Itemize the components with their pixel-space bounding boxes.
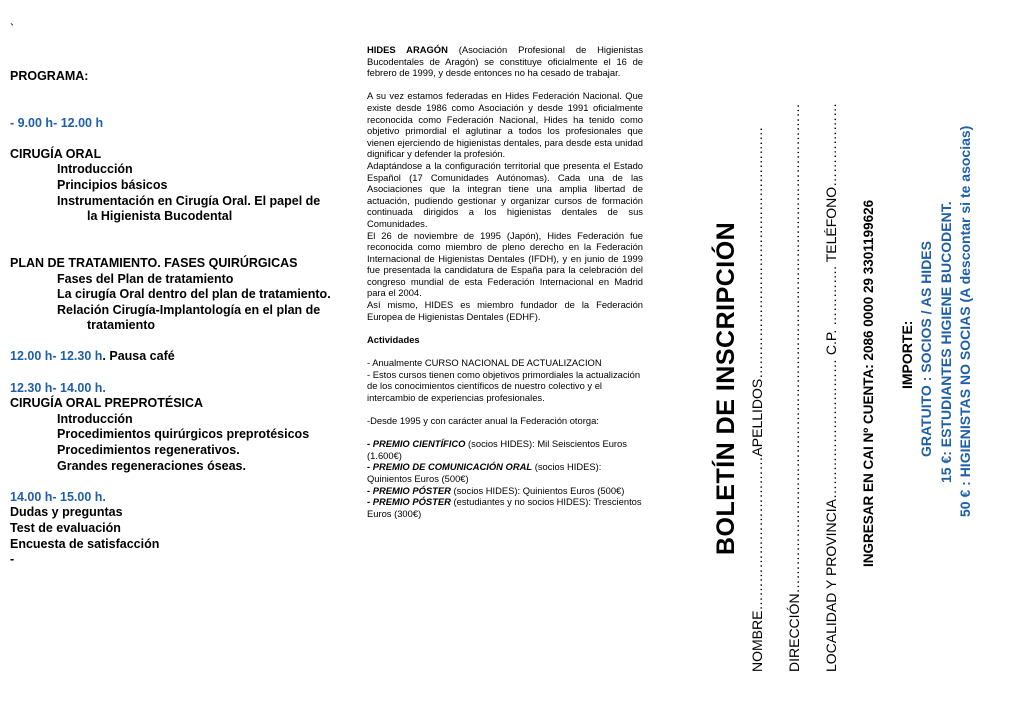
list-item: Dudas y preguntas (10, 505, 123, 520)
section-title-plan: PLAN DE TRATAMIENTO. FASES QUIRÚRGICAS (10, 255, 298, 270)
prize-detail: (socios HIDES): Quinientos Euros (500€) (367, 461, 602, 484)
section-title-cirugia-oral: CIRUGÍA ORAL (10, 146, 102, 161)
list-item: Instrumentación en Cirugía Oral. El papel de (57, 193, 321, 208)
time-slot-1: - 9.00 h- 12.00 h (10, 115, 104, 130)
time-slot-4: 14.00 h- 15.00 h. (10, 489, 106, 504)
org-name: HIDES ARAGÓN (367, 44, 448, 55)
ifdh-paragraph: El 26 de noviembre de 1995 (Japón), Hides Federación fue reconocida como miembro de pleno derecho en la Federación Internacional de Higienistas Dentales (IFDH), y en junio de 1999 fue presentada la candidatura de España para la celebración del congreso mundial de esta Federación Internacional en Madrid para el 2004. (367, 229, 643, 299)
prize-item (367, 485, 643, 497)
list-item: La cirugía Oral dentro del plan de tratamiento. (57, 287, 331, 302)
registration-form-title: BOLETÍN DE INSCRIPCIÓN (712, 221, 740, 555)
prize-name: - PREMIO PÓSTER (367, 496, 451, 508)
direccion-field[interactable]: DIRECCIÓN…………………………………………………………………………………………… (786, 103, 802, 672)
bank-account-line: INGRESAR EN CAI Nº CUENTA: 2086 0000 29 3301199626 (861, 199, 876, 567)
list-item: - (10, 552, 15, 567)
intro-paragraph (367, 44, 643, 79)
intro-text: (Asociación Profesional de Higienistas Bucodentales de Aragón) se constituye oficialmente el 16 de febrero de 1999, y desde entonces no ha cesado de trabajar. (367, 44, 644, 79)
prize-name: - PREMIO PÓSTER (367, 484, 451, 496)
activity-item: - Anualmente CURSO NACIONAL DE ACTUALIZACION (367, 357, 602, 369)
list-item: Procedimientos quirúrgicos preprotésicos (57, 427, 310, 442)
list-item: Principios básicos (57, 177, 168, 192)
list-item: Relación Cirugía-Implantología en el plan de (57, 302, 321, 317)
prize-name: - PREMIO DE COMUNICACIÓN ORAL (367, 461, 533, 473)
prize-item (367, 461, 643, 484)
list-item: Test de evaluación (10, 521, 121, 535)
importe-heading: IMPORTE: (899, 320, 915, 389)
prize-detail: (socios HIDES): Quinientos Euros (500€) (450, 484, 625, 496)
activities-title: Actividades (367, 333, 420, 345)
list-item-continued: tratamiento (87, 318, 156, 333)
localidad-provincia-field[interactable]: LOCALIDAD Y PROVINCIA………………………… C.P. …………. TELÉFONO……………… (823, 102, 839, 672)
list-item: Encuesta de satisfacción (10, 536, 160, 551)
activities-heading (367, 334, 643, 346)
time-slot-2 (10, 349, 350, 365)
association-info-column (367, 44, 643, 519)
awards-intro: -Desde 1995 y con carácter anual la Federación otorga: (367, 415, 599, 426)
list-item-continued: la Higienista Bucodental (87, 209, 233, 224)
prize-item (367, 438, 643, 461)
activity-item: - Estos cursos tienen como objetivos primordiales la actualización de los conocimientos científicos de nuestro colectivo y el intercambio de experiencias profesionales. (367, 368, 641, 403)
prize-detail: (socios HIDES): Mil Seiscientos Euros (1.600€) (367, 438, 627, 461)
stray-mark: ` (10, 22, 15, 36)
list-item: Grandes regeneraciones óseas. (57, 458, 246, 473)
list-item: Introducción (57, 162, 133, 177)
list-item: Introducción (57, 411, 133, 426)
prize-name: - PREMIO CIENTÍFICO (367, 438, 466, 450)
federation-paragraph: A su vez estamos federadas en Hides Federación Nacional. Que existe desde 1986 como Asociación y desde 1991 oficialmente reconocida como Federación Nacional, Hides ha tenido como objetivo primordial el aglutinar a todos los profesionales que vienen ejerciendo de higienistas dentales, para desde esta unidad dignificar y defender la profesión. (367, 90, 643, 160)
program-column (10, 22, 350, 568)
section-title-preprotesica: CIRUGÍA ORAL PREPROTÉSICA (10, 396, 204, 411)
programa-heading: PROGRAMA: (10, 68, 89, 83)
prize-detail: (estudiantes y no socios HIDES): Trescientos Euros (300€) (367, 496, 642, 519)
fee-no-socias: 50 € : HIGIENISTAS NO SOCIAS (A descontar si te asocias) (957, 125, 973, 517)
territorial-paragraph: Adaptándose a la configuración territorial que presenta el Estado Español (17 Comunidades Autónomas). Cada una de las Asociaciones que la integran tiene una amplia libertad de actuación, pudiendo gestionar y organizar cursos de formación continuada dirigidos a los higienistas dentales de sus Comunidades. (367, 159, 643, 229)
time-slot-3: 12.30 h- 14.00 h. (10, 380, 106, 395)
list-item: Fases del Plan de tratamiento (57, 271, 234, 286)
fee-estudiantes: 15 €: ESTUDIANTES HIGIENE BUCODENT. (938, 201, 954, 483)
list-item: Procedimientos regenerativos. (57, 443, 240, 458)
edhf-paragraph: Así mismo, HIDES es miembro fundador de la Federación Europea de Higienistas Dentales (EDHF). (367, 299, 643, 322)
nombre-apellidos-field[interactable]: NOMBRE……………………………APELLIDOS……………………………………………… (749, 126, 765, 672)
time-slot-2-label: . Pausa café (102, 349, 175, 364)
fee-gratuito: GRATUITO : SOCIOS / AS HIDES (918, 241, 934, 457)
prize-item (367, 496, 643, 519)
time-slot-2-time: 12.00 h- 12.30 h (10, 349, 103, 364)
